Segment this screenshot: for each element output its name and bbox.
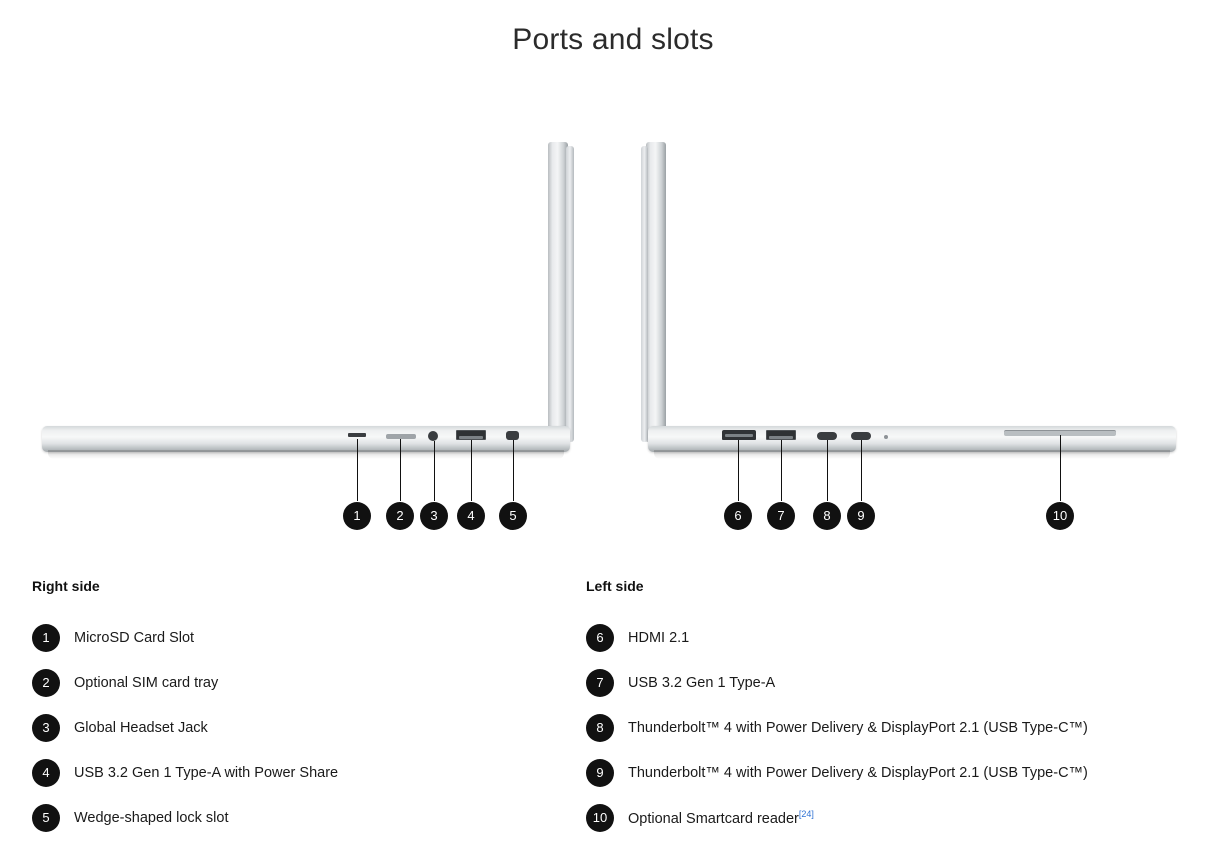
leader-line-2 xyxy=(400,439,401,501)
callout-badge-6: 6 xyxy=(724,502,752,530)
legend-label-1: MicroSD Card Slot xyxy=(74,629,195,646)
legend-label-2: Optional SIM card tray xyxy=(74,674,219,691)
legend-label-3: Global Headset Jack xyxy=(74,719,208,736)
leader-line-9 xyxy=(861,440,862,501)
legend-label-6: HDMI 2.1 xyxy=(628,629,690,646)
page-title: Ports and slots xyxy=(512,23,714,56)
laptop-base-right-view xyxy=(42,426,570,452)
status-led-indicator xyxy=(884,435,888,439)
legend-badge-3: 3 xyxy=(32,714,60,742)
sim-card-tray-port xyxy=(386,434,416,439)
list-item xyxy=(32,660,584,705)
footnote-ref-24[interactable]: [24] xyxy=(798,808,814,819)
list-item xyxy=(32,795,584,840)
legend-title-left: Left side xyxy=(586,578,644,594)
laptop-lid-right-view xyxy=(548,142,568,442)
laptop-lid-edge-left-view xyxy=(641,146,648,442)
legend-badge-6: 6 xyxy=(586,624,614,652)
leader-line-10 xyxy=(1060,435,1061,501)
list-item xyxy=(586,660,1224,705)
legend-badge-1: 1 xyxy=(32,624,60,652)
callout-badge-4: 4 xyxy=(457,502,485,530)
legend-label-9: Thunderbolt™ 4 with Power Delivery & DisplayPort 2.1 (USB Type-C™) xyxy=(628,764,1088,781)
legend-column-left-side xyxy=(584,578,1224,840)
legend-badge-5: 5 xyxy=(32,804,60,832)
list-item xyxy=(586,615,1224,660)
list-item xyxy=(586,705,1224,750)
callout-badge-8: 8 xyxy=(813,502,841,530)
ports-legend xyxy=(0,578,1226,840)
ports-illustration xyxy=(0,58,1226,523)
legend-column-right-side xyxy=(0,578,584,840)
legend-badge-10: 10 xyxy=(586,804,614,832)
microsd-card-slot-port xyxy=(348,433,366,437)
legend-label-7: USB 3.2 Gen 1 Type-A xyxy=(628,674,776,691)
leader-line-7 xyxy=(781,440,782,501)
laptop-base-shadow-left xyxy=(654,450,1170,459)
laptop-lid-edge-right-view xyxy=(566,146,574,442)
leader-line-3 xyxy=(434,441,435,501)
legend-label-10 xyxy=(628,809,814,827)
usb-port-inner-tongue xyxy=(459,436,483,439)
usb-port-inner-tongue-2 xyxy=(769,436,793,439)
list-item xyxy=(32,615,584,660)
legend-label-10-text: Optional Smartcard reader xyxy=(628,810,799,827)
legend-badge-9: 9 xyxy=(586,759,614,787)
thunderbolt-port-1 xyxy=(817,432,837,440)
leader-line-4 xyxy=(471,440,472,501)
wedge-lock-slot-port xyxy=(506,431,519,440)
hdmi-port xyxy=(722,430,756,440)
legend-label-8: Thunderbolt™ 4 with Power Delivery & DisplayPort 2.1 (USB Type-C™) xyxy=(628,719,1088,736)
legend-label-5: Wedge-shaped lock slot xyxy=(74,809,229,826)
legend-badge-7: 7 xyxy=(586,669,614,697)
callout-badge-5: 5 xyxy=(499,502,527,530)
callout-badge-2: 2 xyxy=(386,502,414,530)
callout-badge-3: 3 xyxy=(420,502,448,530)
legend-badge-8: 8 xyxy=(586,714,614,742)
laptop-base-shadow-right xyxy=(48,450,564,459)
headset-jack-port xyxy=(428,431,438,441)
leader-line-6 xyxy=(738,440,739,501)
callout-badge-1: 1 xyxy=(343,502,371,530)
leader-line-1 xyxy=(357,439,358,501)
callout-badge-10: 10 xyxy=(1046,502,1074,530)
usb-type-a-power-share-port xyxy=(456,430,486,440)
usb-type-a-port xyxy=(766,430,796,440)
thunderbolt-port-2 xyxy=(851,432,871,440)
laptop-lid-left-view xyxy=(646,142,666,442)
leader-line-8 xyxy=(827,440,828,501)
leader-line-5 xyxy=(513,440,514,501)
hdmi-port-inner xyxy=(725,434,753,437)
callout-badge-7: 7 xyxy=(767,502,795,530)
list-item xyxy=(586,750,1224,795)
callout-badge-9: 9 xyxy=(847,502,875,530)
legend-badge-2: 2 xyxy=(32,669,60,697)
legend-title-right: Right side xyxy=(32,578,100,594)
list-item xyxy=(586,795,1224,840)
list-item xyxy=(32,705,584,750)
list-item xyxy=(32,750,584,795)
legend-badge-4: 4 xyxy=(32,759,60,787)
legend-label-4: USB 3.2 Gen 1 Type-A with Power Share xyxy=(74,764,339,781)
